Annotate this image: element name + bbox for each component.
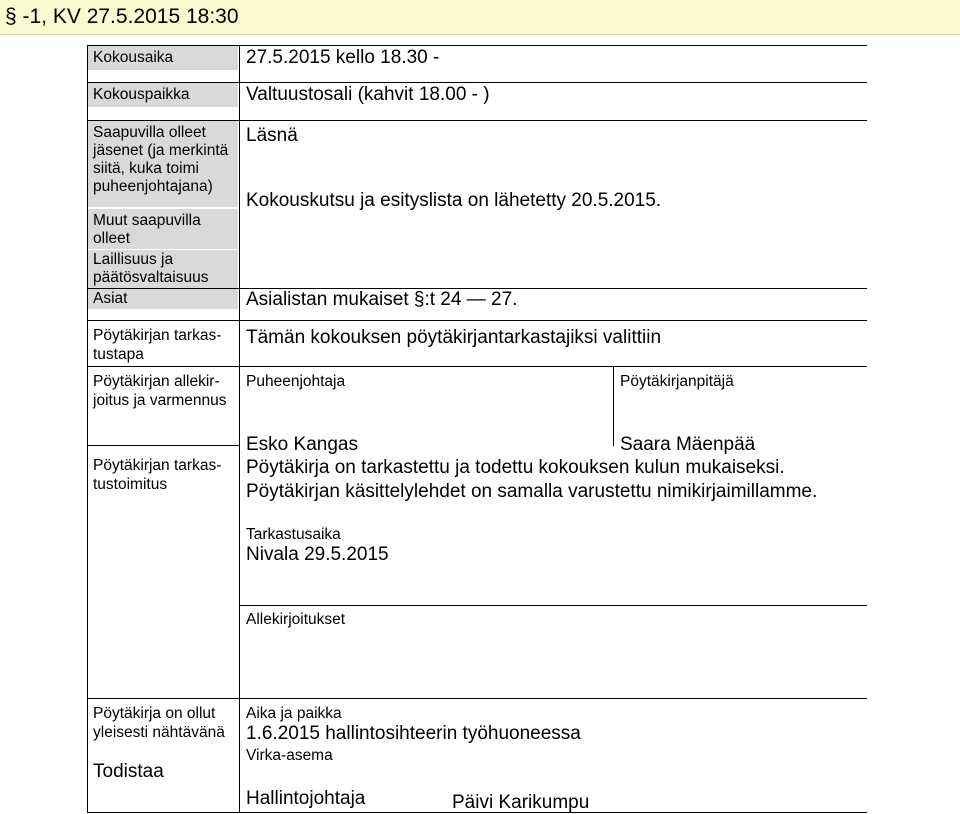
document-header-title: § -1, KV 27.5.2015 18:30 <box>5 5 239 28</box>
kokousaika-value: 27.5.2015 kello 18.30 - <box>246 47 440 68</box>
rule-kokouspaikka <box>87 82 867 83</box>
muut-label-line-2: olleet <box>93 230 131 247</box>
tarkastusaika-label: Tarkastusaika <box>246 526 341 543</box>
laillisuus-label-line-1: Laillisuus ja <box>93 251 174 268</box>
poytakirjanpitaja-name: Saara Mäenpää <box>620 434 756 455</box>
asiat-value: Asialistan mukaiset §:t 24 — 27. <box>246 289 518 310</box>
vline-left <box>87 45 88 813</box>
virka-asema-label: Virka-asema <box>246 747 333 764</box>
todistaa-label: Todistaa <box>93 761 164 782</box>
poytakirjanpitaja-label: Pöytäkirjanpitäjä <box>620 373 734 390</box>
saapuvilla-value: Läsnä <box>246 125 298 146</box>
rule-tarkastustapa <box>87 320 867 321</box>
vline-signature-split <box>613 366 614 446</box>
allekirjoitukset-label: Allekirjoitukset <box>246 611 346 628</box>
document-header <box>0 0 960 35</box>
kokouspaikka-value: Valtuustosali (kahvit 18.00 - ) <box>246 84 490 105</box>
allekirjoitus-label-line-1: Pöytäkirjan allekir- <box>93 373 220 390</box>
rule-tarkastustoimitus <box>87 445 239 446</box>
kokousaika-label: Kokousaika <box>93 49 174 66</box>
saapuvilla-label-line-1: Saapuvilla olleet <box>93 124 206 141</box>
muut-label-line-1: Muut saapuvilla <box>93 212 201 229</box>
nahtavana-label-line-2: yleisesti nähtävänä <box>93 724 225 741</box>
laillisuus-label-line-2: päätösvaltaisuus <box>93 269 209 286</box>
virka-asema-value: Hallintojohtaja <box>246 788 366 809</box>
kokouskutsu-value: Kokouskutsu ja esityslista on lähetetty 20.5.2015. <box>246 190 662 211</box>
aika-ja-paikka-label: Aika ja paikka <box>246 705 342 722</box>
saapuvilla-label-line-2: jäsenet (ja merkintä <box>93 142 229 159</box>
rule-top <box>87 45 867 46</box>
rule-saapuvilla <box>87 120 867 121</box>
tarkastustoimitus-label-line-2: tustoimitus <box>93 476 168 493</box>
tarkastettu-text: Pöytäkirja on tarkastettu ja todettu kokouksen kulun mukaiseksi. <box>246 457 785 478</box>
allekirjoitus-label-line-2: joitus ja varmennus <box>93 392 227 409</box>
puheenjohtaja-name: Esko Kangas <box>246 434 358 455</box>
tarkastusaika-value: Nivala 29.5.2015 <box>246 544 389 565</box>
aika-ja-paikka-value: 1.6.2015 hallintosihteerin työhuoneessa <box>246 723 581 744</box>
kasittelylehdet-text: Pöytäkirjan käsittelylehdet on samalla varustettu nimikirjaimillamme. <box>246 481 818 502</box>
rule-nahtavana <box>87 698 867 699</box>
tarkastustapa-label-line-1: Pöytäkirjan tarkas- <box>93 327 222 344</box>
allekirjoittaja-name: Päivi Karikumpu <box>452 792 590 813</box>
asiat-label: Asiat <box>93 290 128 307</box>
puheenjohtaja-label: Puheenjohtaja <box>246 373 346 390</box>
rule-allekirjoitukset <box>239 605 867 606</box>
saapuvilla-label-line-4: puheenjohtajana) <box>93 178 213 195</box>
tarkastustoimitus-label-line-1: Pöytäkirjan tarkas- <box>93 457 222 474</box>
saapuvilla-label-line-3: siitä, kuka toimi <box>93 160 199 177</box>
rule-allekirjoitus <box>87 366 867 367</box>
kokouspaikka-label: Kokouspaikka <box>93 86 190 103</box>
nahtavana-label-line-1: Pöytäkirja on ollut <box>93 705 216 722</box>
tarkastustapa-value: Tämän kokouksen pöytäkirjantarkastajiksi valittiin <box>246 327 662 348</box>
tarkastustapa-label-line-2: tustapa <box>93 346 144 363</box>
vline-mid <box>239 45 240 813</box>
